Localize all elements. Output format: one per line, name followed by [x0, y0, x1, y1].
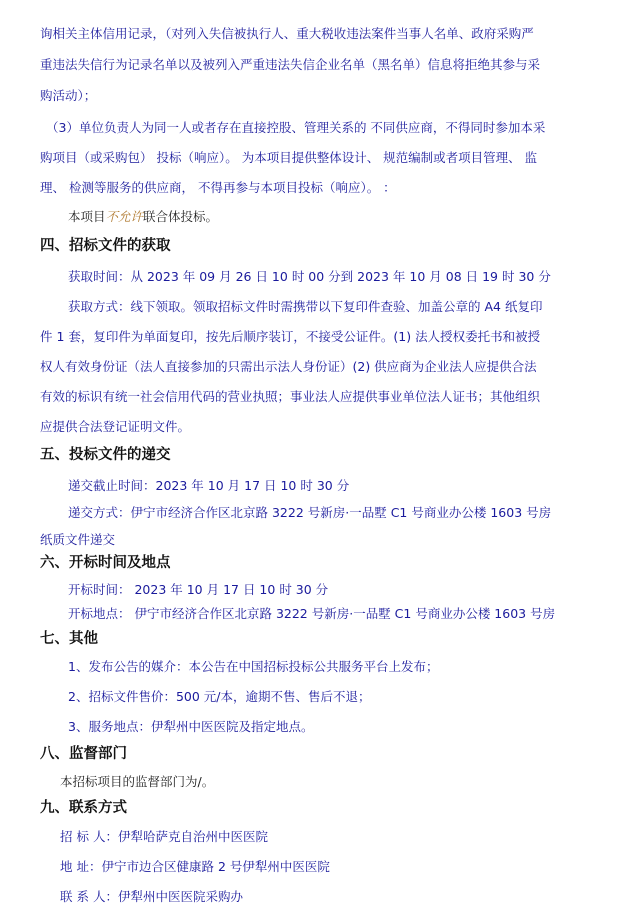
- obtain-method: 获取方式：线下领取。领取招标文件时需携带以下复印件查验、加盖公章的 A4 纸复印: [68, 299, 543, 314]
- intro-line: 询相关主体信用记录，（对列入失信被执行人、重大税收违法案件当事人名单、政府采购严: [40, 26, 534, 41]
- obtain-time: 获取时间：从 2023 年 09 月 26 日 10 时 00 分到 2023 年 10 月 08 日 19 时 30 分: [68, 269, 551, 284]
- obtain-method: 权人有效身份证（法人直接参加的只需出示法人身份证）(2) 供应商为企业法人应提供合法: [40, 359, 537, 374]
- section-heading-9: 九、联系方式: [40, 800, 127, 816]
- intro-line: 理、 检测等服务的供应商， 不得再参与本项目投标（响应）。 ：: [40, 180, 396, 195]
- submit-method: 纸质文件递交: [40, 532, 116, 547]
- submit-method: 递交方式：伊宁市经济合作区北京路 3222 号新房·一品墅 C1 号商业办公楼 1603 号房: [68, 505, 552, 520]
- opening-time: 开标时间： 2023 年 10 月 17 日 10 时 30 分: [68, 582, 329, 597]
- intro-line: 购项目（或采购包） 投标（响应）。 为本项目提供整体设计、 规范编制或者项目管理、 监: [40, 150, 538, 165]
- contact-line: 招 标 人：伊犁哈萨克自治州中医医院: [60, 829, 268, 844]
- joint-suffix: 联合体投标。: [143, 209, 219, 224]
- contact-line: 地 址：伊宁市边合区健康路 2 号伊犁州中医医院: [60, 859, 330, 874]
- opening-place: 开标地点： 伊宁市经济合作区北京路 3222 号新房·一品墅 C1 号商业办公楼 1603 号房: [68, 606, 556, 621]
- joint-prefix: 本项目: [68, 209, 106, 224]
- intro-line: 重违法失信行为记录名单以及被列入严重违法失信企业名单（黑名单）信息将拒绝其参与采: [40, 57, 541, 72]
- supervision-text: 本招标项目的监督部门为/。: [60, 774, 215, 789]
- obtain-method: 应提供合法登记证明文件。: [40, 419, 191, 434]
- section-heading-8: 八、监督部门: [40, 746, 127, 762]
- contact-line: 联 系 人：伊犁州中医医院采购办: [60, 889, 243, 904]
- other-item: 1、发布公告的媒介：本公告在中国招标投标公共服务平台上发布；: [68, 659, 439, 674]
- section-heading-5: 五、投标文件的递交: [40, 447, 171, 463]
- joint-emphasis: 不允许: [105, 209, 144, 224]
- intro-line: （3）单位负责人为同一人或者存在直接控股、管理关系的 不同供应商，不得同时参加本采: [46, 120, 546, 135]
- other-item: 3、服务地点：伊犁州中医医院及指定地点。: [68, 719, 314, 734]
- section-heading-6: 六、开标时间及地点: [40, 555, 171, 571]
- obtain-method: 有效的标识有统一社会信用代码的营业执照；事业法人应提供事业单位法人证书；其他组织: [40, 389, 541, 404]
- intro-line: 购活动）；: [40, 88, 97, 103]
- joint-bid-statement: [68, 207, 218, 225]
- obtain-method: 件 1 套，复印件为单面复印，按先后顺序装订，不接受公证件。(1) 法人授权委托书和被授: [40, 329, 541, 344]
- other-item: 2、招标文件售价：500 元/本，逾期不售、售后不退；: [68, 689, 371, 704]
- submit-deadline: 递交截止时间：2023 年 10 月 17 日 10 时 30 分: [68, 478, 350, 493]
- section-heading-4: 四、招标文件的获取: [40, 238, 171, 254]
- section-heading-7: 七、其他: [40, 631, 98, 647]
